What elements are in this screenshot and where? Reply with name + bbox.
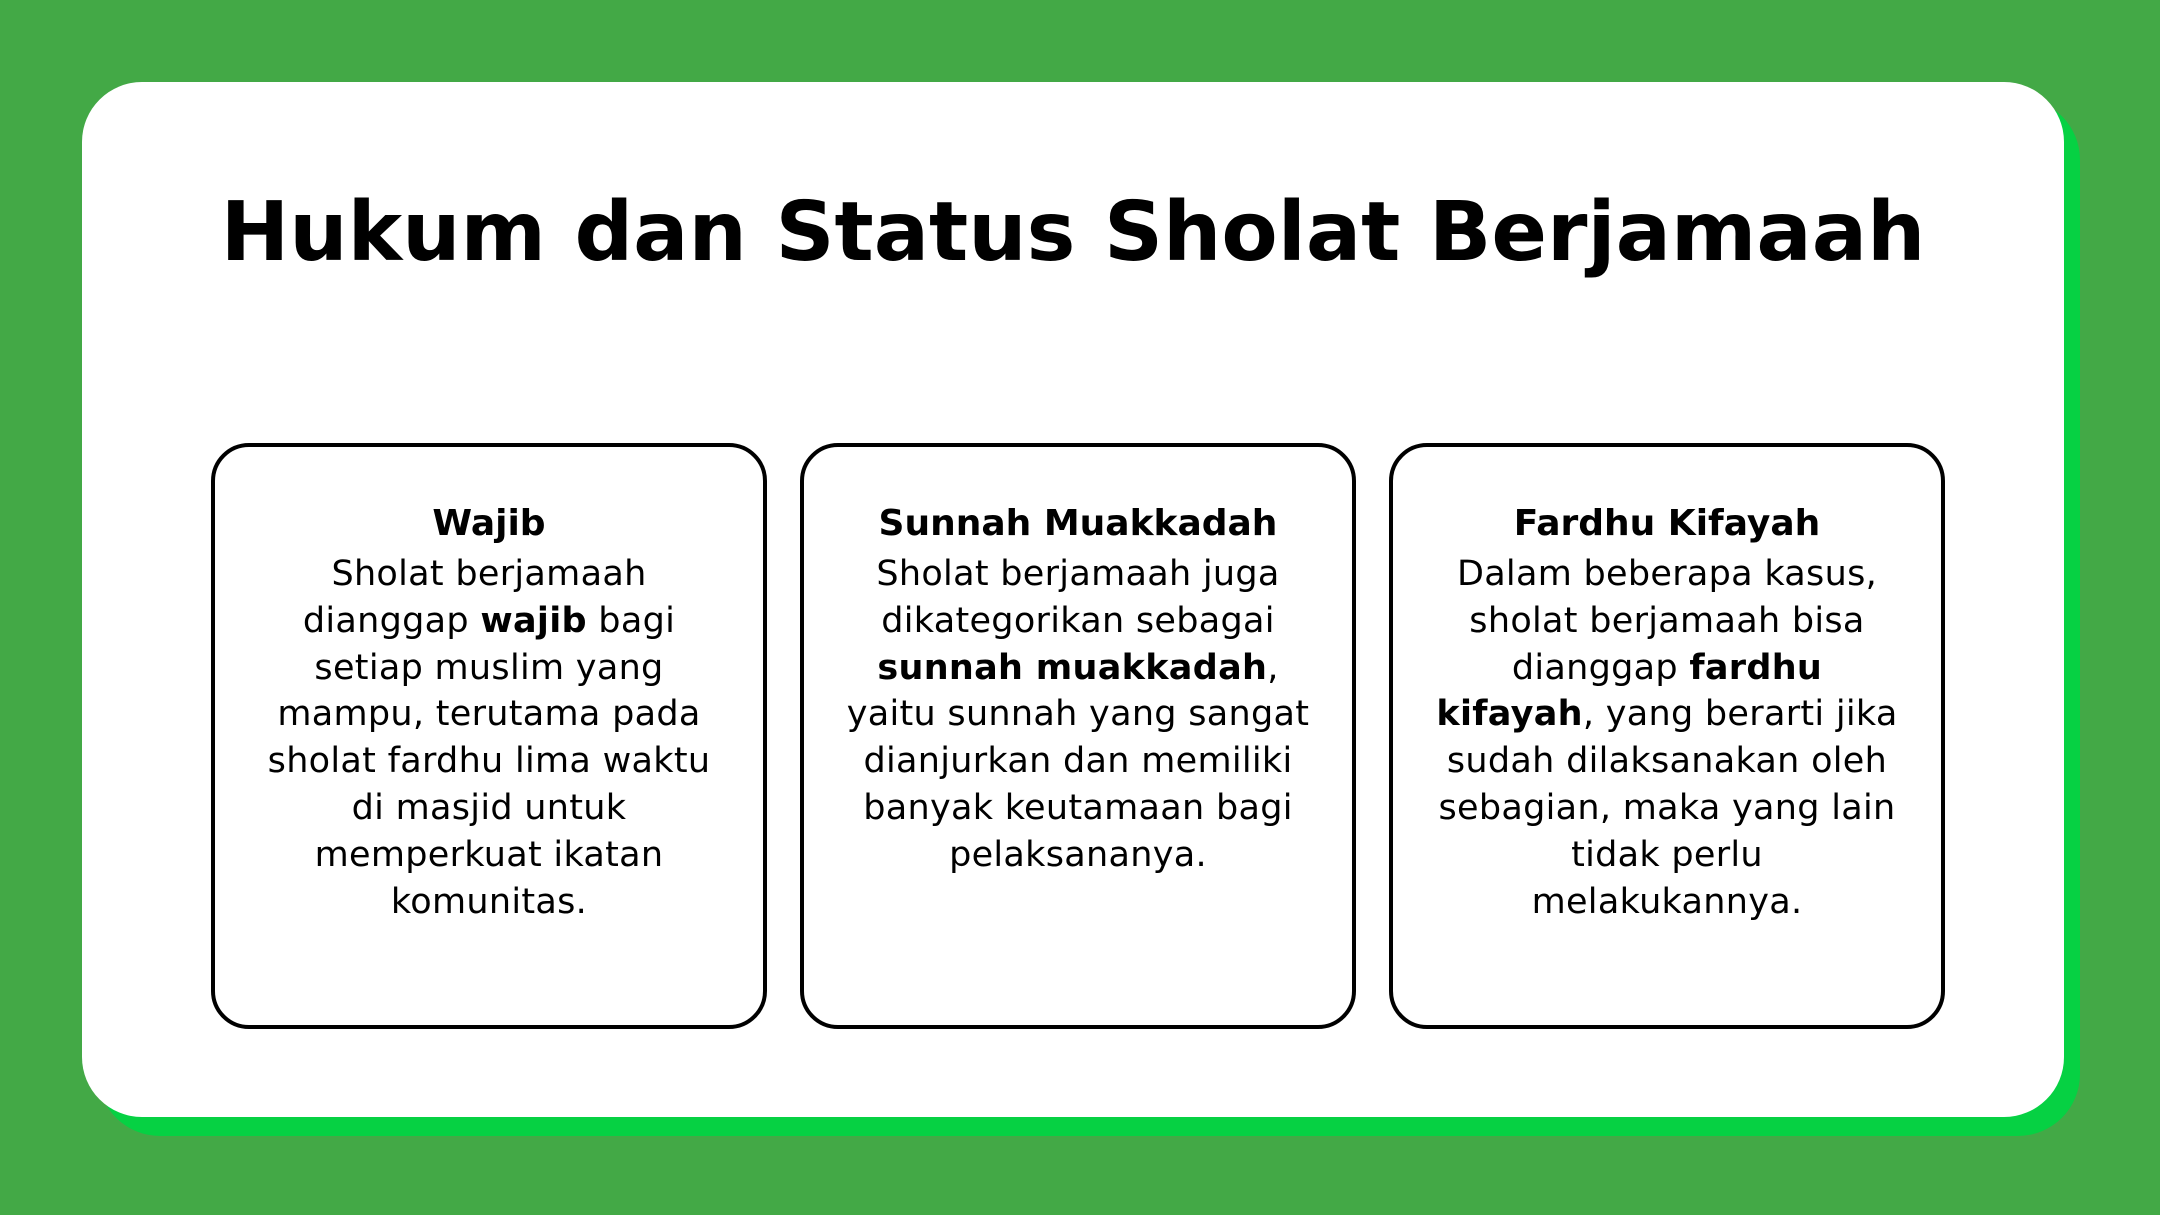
card-body bbox=[844, 551, 1312, 879]
card-sunnah-muakkadah bbox=[800, 443, 1356, 1029]
card-body-emphasis: sunnah muakkadah bbox=[877, 647, 1268, 688]
card-body-text: Dalam beberapa kasus, sholat berjamaah bisa dianggap bbox=[1456, 554, 1878, 688]
card-body-text: , yaitu sunnah yang sangat dianjurkan dan memiliki banyak keutamaan bagi pelaksananya. bbox=[846, 647, 1310, 875]
card-body-text: Sholat berjamaah juga dikategorikan sebagai bbox=[876, 554, 1280, 641]
card-body-emphasis: fardhu kifayah bbox=[1436, 647, 1823, 735]
card-body-emphasis: wajib bbox=[480, 600, 587, 641]
card-body bbox=[1433, 551, 1901, 925]
card-wajib bbox=[211, 443, 767, 1029]
page-title: Hukum dan Status Sholat Berjamaah bbox=[220, 185, 1926, 280]
card-body-text: , yang berarti jika sudah dilaksanakan oleh sebagian, maka yang lain tidak perlu melakukannya. bbox=[1438, 694, 1898, 922]
card-heading: Sunnah Muakkadah bbox=[878, 503, 1278, 544]
card-body bbox=[255, 551, 723, 925]
card-body-text: bagi setiap muslim yang mampu, terutama pada sholat fardhu lima waktu di masjid untuk memperkuat ikatan komunitas. bbox=[267, 600, 711, 922]
card-body-text: Sholat berjamaah dianggap bbox=[302, 554, 647, 641]
card-fardhu-kifayah bbox=[1389, 443, 1945, 1029]
card-heading: Wajib bbox=[432, 503, 546, 544]
card-heading: Fardhu Kifayah bbox=[1513, 503, 1821, 544]
